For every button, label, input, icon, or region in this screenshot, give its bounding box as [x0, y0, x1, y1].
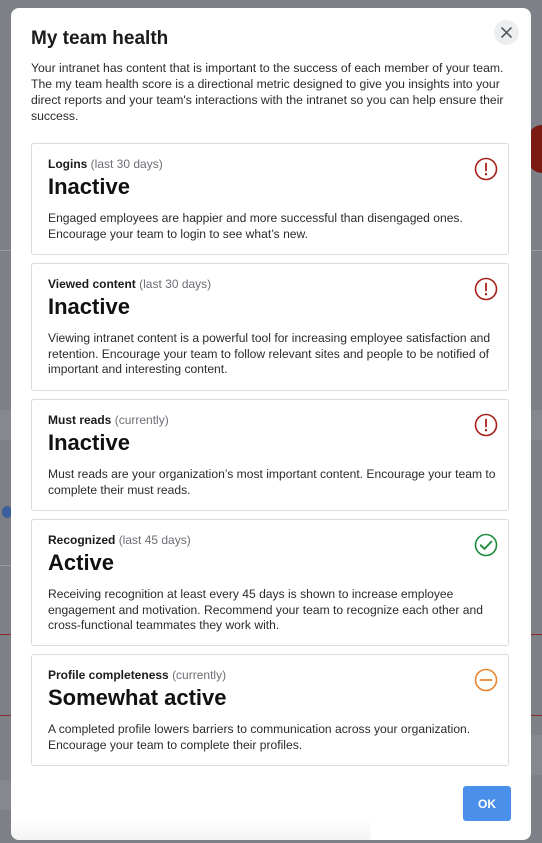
metric-period: (last 30 days) — [139, 277, 212, 291]
metric-name: Logins — [48, 157, 88, 171]
close-icon — [501, 27, 512, 38]
metric-status: Somewhat active — [48, 685, 227, 710]
health-card-logins — [31, 143, 509, 255]
alert-circle-icon — [474, 277, 498, 301]
metric-description: Receiving recognition at least every 45 days is shown to increase employee engagement and motivation. Recommend your team to recognize each other and cross-functional teammates they work with. — [48, 587, 483, 633]
minus-circle-icon — [474, 668, 498, 692]
metric-description: Must reads are your organization’s most important content. Encourage your team to complete their must reads. — [48, 467, 496, 497]
metric-status: Inactive — [48, 174, 130, 199]
metric-label — [48, 533, 191, 547]
metric-description: Engaged employees are happier and more successful than disengaged ones. Encourage your team to login to see what’s new. — [48, 211, 463, 241]
dialog-intro-text: Your intranet has content that is important to the success of each member of your team. The my team health score is a directional metric designed to give you insights into your direct reports and your team's interactions with the intranet so you can help ensure their success. — [31, 61, 504, 123]
metric-period: (last 45 days) — [118, 533, 191, 547]
metric-name: Recognized — [48, 533, 116, 547]
metric-period: (currently) — [114, 413, 169, 427]
metric-status: Inactive — [48, 294, 130, 319]
metric-period: (last 30 days) — [90, 157, 163, 171]
health-card-profile-completeness — [31, 654, 509, 766]
check-circle-icon — [474, 533, 498, 557]
team-health-dialog — [11, 8, 531, 840]
ok-button[interactable]: OK — [463, 786, 511, 821]
metric-label — [48, 668, 226, 682]
metric-name: Profile completeness — [48, 668, 169, 682]
metric-period: (currently) — [172, 668, 227, 682]
metric-status: Active — [48, 550, 115, 575]
metric-name: Must reads — [48, 413, 112, 427]
metric-label — [48, 413, 169, 427]
metric-description: Viewing intranet content is a powerful tool for increasing employee satisfaction and retention. Encourage your team to follow relevant sites and people to be notified of important and interesting content. — [48, 331, 491, 377]
dialog-title: My team health — [31, 28, 169, 49]
bottom-shadow — [11, 818, 371, 840]
alert-circle-icon — [474, 157, 498, 181]
health-card-viewed-content — [31, 263, 509, 391]
metric-label — [48, 157, 163, 171]
health-card-recognized — [31, 519, 509, 646]
metric-name: Viewed content — [48, 277, 136, 291]
metric-description: A completed profile lowers barriers to communication across your organization. Encourage your team to complete their profiles. — [48, 722, 471, 752]
close-button[interactable] — [494, 20, 519, 45]
metric-label — [48, 277, 211, 291]
metric-status: Inactive — [48, 430, 130, 455]
health-card-must-reads — [31, 399, 509, 511]
alert-circle-icon — [474, 413, 498, 437]
